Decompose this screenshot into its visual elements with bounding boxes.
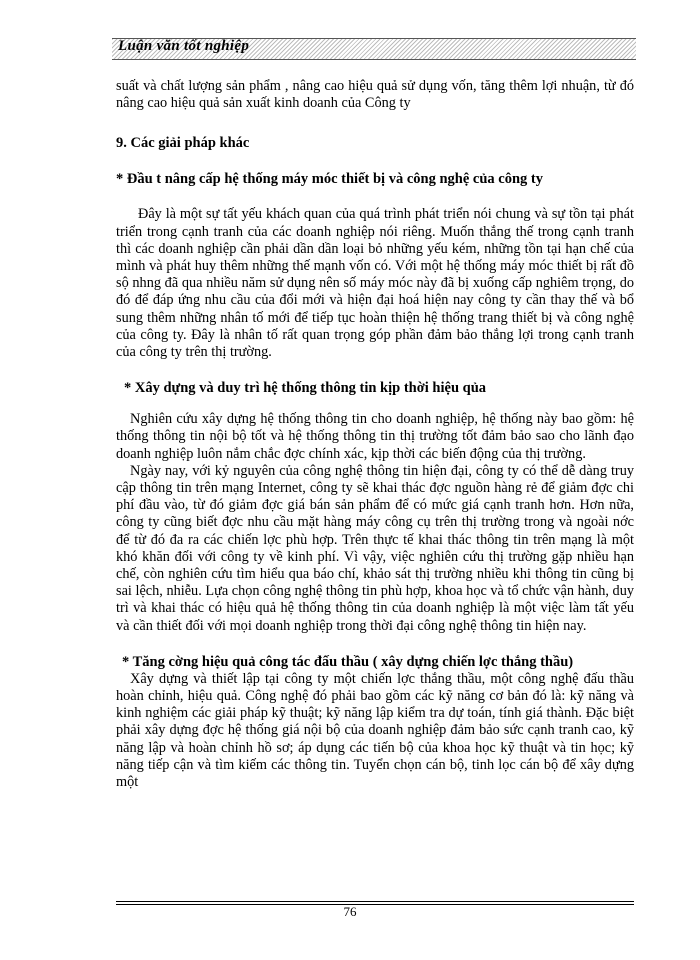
intro-paragraph: suất và chất lượng sản phẩm , nâng cao hiệu quả sử dụng vốn, tăng thêm lợi nhuận, từ đó nâng cao hiệu quả sản xuất kinh doanh của Công ty (116, 78, 634, 112)
subsection-equipment-paragraph: Đây là một sự tất yếu khách quan của quá trình phát triển nói chung và sự tồn tại phát triển trong cạnh tranh của các doanh nghiệp nói riêng. Muốn thắng thế trong cạnh tranh thì các doanh nghiệp cần phải dần dần loại bỏ những yếu kém, những tồn tại hạn chế của mình và phát huy thêm những thế mạnh vốn có. Với một hệ thống máy móc thiết bị rất đồ sộ nhng đã qua nhiều năm sử dụng nên số máy móc này đã bị xuống cấp nghiêm trọng, do đó để đáp ứng nhu cầu của đổi mới và hiện đại hoá hiện nay công ty cần thay thế và bổ sung thêm những nhân tố mới để tiếp tục hoàn thiện hệ thống trang thiết bị và công nghệ của công ty. Đây là nhân tố rất quan trọng góp phần đảm bảo thắng lợi trong cạnh tranh của công ty trên thị trường. (116, 206, 634, 361)
subsection-bidding-paragraph: Xây dựng và thiết lập tại công ty một chiến lợc thắng thầu, một công nghệ đấu thầu hoàn chỉnh, hiệu quả. Công nghệ đó phải bao gồm các kỹ năng cơ bản đó là: kỹ năng và kinh nghiệm các giải pháp kỹ thuật; kỹ năng lập kiểm tra dự toán, tính giá thành. Đặc biệt phải xây dựng đợc hệ thống giá nội bộ của doanh nghiệp đảm bảo sức cạnh tranh cao, kỹ năng lập và hoàn chỉnh hồ sơ; áp dụng các tiến bộ của khoa học kỹ thuật và tin học; kỹ năng tiếp cận và tìm kiếm các thông tin. Tuyển chọn cán bộ, tinh lọc cán bộ để xây dựng một (116, 670, 634, 791)
subsection-bidding-heading: * Tăng cờng hiệu quả công tác đấu thầu ( xây dựng chiến lợc thắng thầu) (122, 653, 574, 670)
subsection-information-heading: * Xây dựng và duy trì hệ thống thông tin kịp thời hiệu qủa (124, 380, 487, 397)
subsection-information-paragraph-1: Nghiên cứu xây dựng hệ thống thông tin cho doanh nghiệp, hệ thống này bao gồm: hệ thống thông tin nội bộ tốt và hệ thống thông tin thị trường tốt đảm bảo sao cho lãnh đạo doanh nghiệp luôn nắm chắc đợc chính xác, kịp thời các biến động của thị trường. (116, 411, 634, 462)
subsection-information-paragraph-2: Ngày nay, với kỷ nguyên của công nghệ thông tin hiện đại, công ty có thể dễ dàng truy cập thông tin trên mạng Internet, công ty sẽ khai thác đợc nguồn hàng rẻ để giảm đợc chi phí đầu vào, từ đó giảm đợc giá bán sản phẩm để có mức giá cạnh tranh hơn. Hơn nữa, công ty cũng biết đợc nhu cầu mặt hàng máy công cụ trên thị trường trong và ngoài nớc để từ đó đa ra các chiến lợc phù hợp. Trên thực tế khai thác thông tin trên mạng là một khó khăn đối với công ty về kinh phí. Vì vậy, việc nghiên cứu thị trường gặp nhiều hạn chế, còn nghiên cứu tìm hiểu qua báo chí, khảo sát thị trường nhiều khi thông tin cũng bị sai lệch, nhiễu. Lựa chọn công nghệ thông tin phù hợp, khoa học và tổ chức vận hành, duy trì và khai thác có hiệu quả hệ thống thông tin của doanh nghiệp là một việc làm tất yếu và cần thiết đối với mọi doanh nghiệp trong thời đại công nghệ thông tin hiện nay. (116, 462, 634, 634)
subsection-equipment-heading: * Đầu t nâng cấp hệ thống máy móc thiết bị và công nghệ của công ty (116, 171, 543, 188)
section-9-heading: 9. Các giải pháp khác (116, 135, 250, 152)
page-number: 76 (343, 904, 357, 919)
page-body (116, 78, 634, 791)
running-header-title: Luận văn tốt nghiệp (118, 38, 250, 54)
